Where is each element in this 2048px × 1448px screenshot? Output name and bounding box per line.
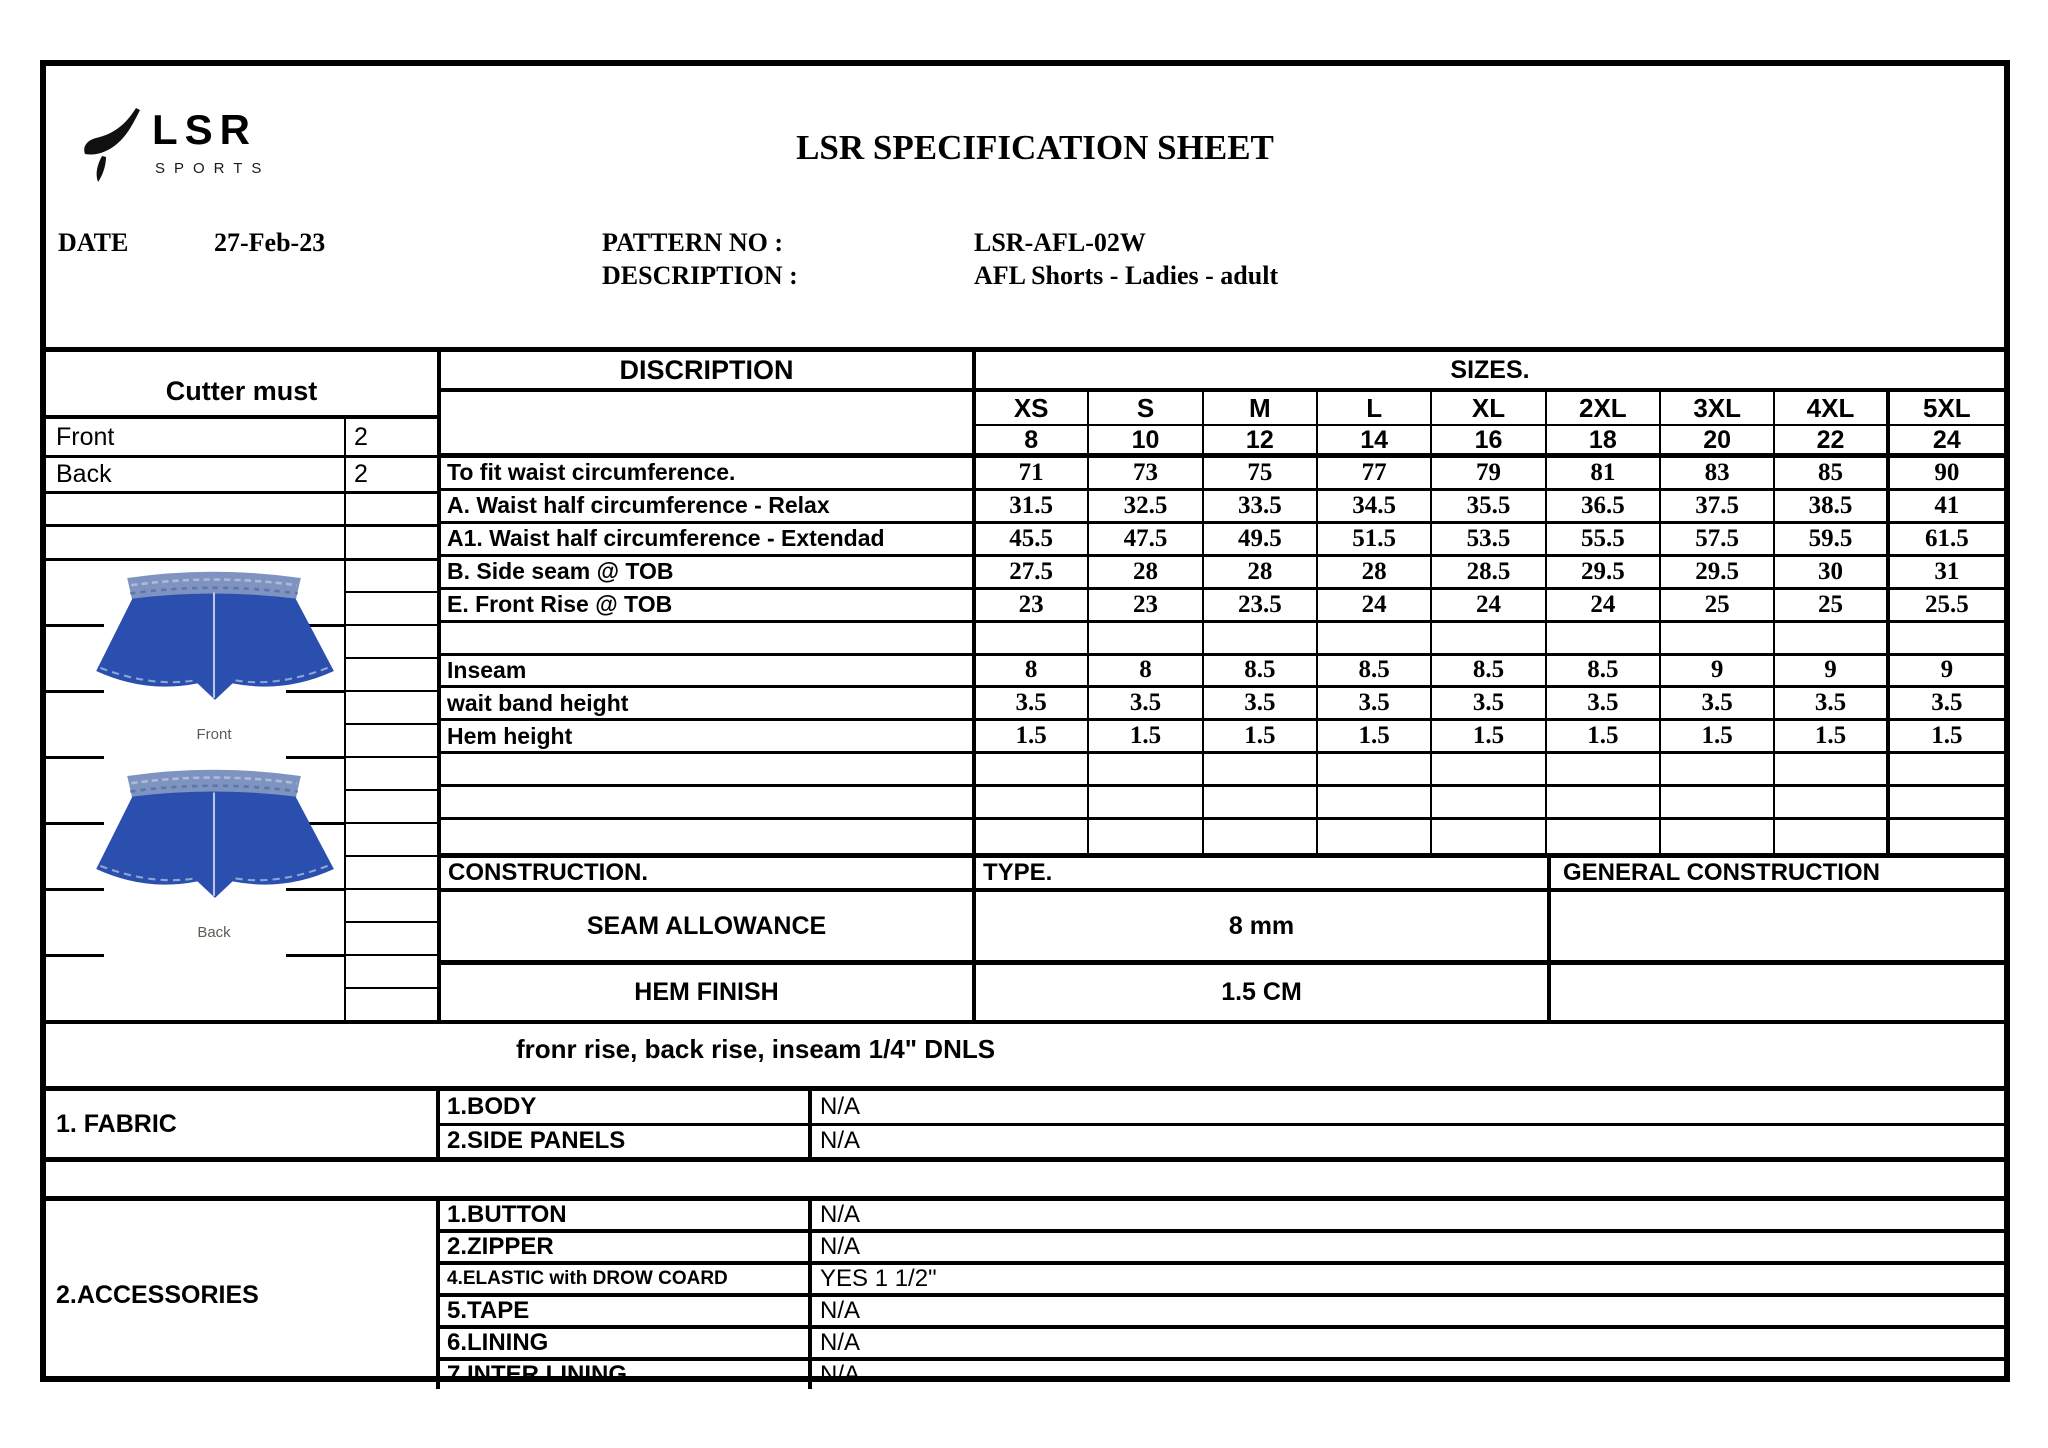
measurement-cell: 23.5	[1204, 590, 1318, 623]
accessory-row-value: N/A	[812, 1201, 2004, 1233]
fabric-section	[46, 1091, 2004, 1157]
measurement-cell	[1547, 820, 1661, 853]
measurement-cell	[1890, 820, 2004, 853]
measurement-row-label: A1. Waist half circumference - Extendad	[440, 524, 975, 557]
type-header: TYPE.	[983, 859, 1053, 886]
measurement-cell: 61.5	[1890, 524, 2004, 557]
size-number-cell: 8	[975, 426, 1089, 455]
measurement-cell: 31	[1890, 557, 2004, 590]
measurement-cell: 3.5	[1089, 688, 1203, 721]
measurement-cell: 90	[1890, 458, 2004, 491]
measurement-cell: 37.5	[1661, 491, 1775, 524]
measurement-cell: 29.5	[1661, 557, 1775, 590]
accessory-row-value: N/A	[812, 1297, 2004, 1329]
measurement-cell: 71	[975, 458, 1089, 491]
measurement-cell	[1775, 820, 1889, 853]
measurement-cell: 3.5	[975, 688, 1089, 721]
measurement-cell: 79	[1432, 458, 1546, 491]
measurement-cell: 1.5	[1775, 721, 1889, 754]
cutter-must-header: Cutter must	[165, 376, 318, 406]
measurement-cell: 24	[1547, 590, 1661, 623]
measurement-cell	[1318, 754, 1432, 787]
measurement-cell: 8.5	[1318, 656, 1432, 689]
measurement-cell: 9	[1661, 656, 1775, 689]
cutter-row-front-qty: 2	[354, 422, 368, 451]
size-label-cell: S	[1089, 392, 1203, 424]
measurement-cell	[1547, 623, 1661, 656]
measurement-cell: 77	[1318, 458, 1432, 491]
measurement-cell	[1318, 787, 1432, 820]
measurement-cell: 1.5	[1089, 721, 1203, 754]
seam-allowance-label: SEAM ALLOWANCE	[586, 911, 827, 940]
measurement-cell: 3.5	[1661, 688, 1775, 721]
description-label: DESCRIPTION :	[602, 261, 798, 290]
measurement-cell: 1.5	[1318, 721, 1432, 754]
cutter-row-back-qty: 2	[354, 460, 368, 488]
measurement-cell	[1661, 754, 1775, 787]
measurement-cell: 28.5	[1432, 557, 1546, 590]
logo-subtext: SPORTS	[155, 160, 271, 177]
measurement-cell: 30	[1775, 557, 1889, 590]
logo-text: LSR	[152, 106, 257, 153]
measurement-cell: 8.5	[1547, 656, 1661, 689]
lsr-logo-icon	[78, 104, 148, 184]
measurement-table	[440, 458, 2004, 853]
measurement-row-label	[440, 754, 975, 787]
measurement-cell: 36.5	[1547, 491, 1661, 524]
measurement-cell: 23	[975, 590, 1089, 623]
measurement-cell: 8.5	[1204, 656, 1318, 689]
fabric-row-value: N/A	[812, 1091, 2004, 1126]
measurement-cell: 3.5	[1890, 688, 2004, 721]
measurement-row-label	[440, 787, 975, 820]
accessories-header: 2.ACCESSORIES	[46, 1201, 440, 1389]
measurement-cell: 59.5	[1775, 524, 1889, 557]
description-value: AFL Shorts - Ladies - adult	[974, 261, 1279, 290]
measurement-row-label: wait band height	[440, 688, 975, 721]
size-label-cell: 5XL	[1922, 392, 1971, 423]
measurement-cell	[1890, 623, 2004, 656]
accessory-row-value: YES 1 1/2"	[812, 1265, 2004, 1297]
page-title: LSR SPECIFICATION SHEET	[796, 128, 1274, 167]
measurement-cell	[1089, 787, 1203, 820]
size-number-cell: 20	[1661, 426, 1775, 455]
measurement-cell: 75	[1204, 458, 1318, 491]
general-construction-header: GENERAL CONSTRUCTION	[1563, 859, 1880, 886]
hem-finish-value: 1.5 CM	[1221, 978, 1302, 1006]
measurement-row-label: Inseam	[440, 656, 975, 689]
measurement-cell	[1661, 787, 1775, 820]
pattern-no-label: PATTERN NO :	[602, 228, 784, 257]
measurement-cell	[1318, 623, 1432, 656]
measurement-cell: 28	[1089, 557, 1203, 590]
measurement-cell	[1547, 787, 1661, 820]
measurement-cell: 23	[1089, 590, 1203, 623]
fabric-row-label: 2.SIDE PANELS	[440, 1126, 812, 1158]
measurement-cell: 81	[1547, 458, 1661, 491]
measurement-cell: 27.5	[975, 557, 1089, 590]
measurement-cell	[1318, 820, 1432, 853]
measurement-row-label: To fit waist circumference.	[440, 458, 975, 491]
measurement-cell: 25	[1775, 590, 1889, 623]
size-label-cell: XS	[975, 392, 1089, 424]
measurement-cell: 24	[1432, 590, 1546, 623]
measurement-cell	[1661, 623, 1775, 656]
measurement-cell: 35.5	[1432, 491, 1546, 524]
fabric-row-value: N/A	[820, 1127, 861, 1155]
seam-allowance-value: 8 mm	[1228, 911, 1295, 940]
size-label-cell: M	[1204, 392, 1318, 424]
measurement-cell	[1089, 623, 1203, 656]
measurement-cell	[975, 623, 1089, 656]
accessory-row-label: 4.ELASTIC with DROW COARD	[440, 1265, 812, 1297]
measurement-cell: 53.5	[1432, 524, 1546, 557]
size-label-cell: XL	[1432, 392, 1546, 424]
size-number-cell: 16	[1432, 426, 1546, 455]
measurement-cell: 25.5	[1890, 590, 2004, 623]
measurement-row-label: E. Front Rise @ TOB	[440, 590, 975, 623]
measurement-cell	[1661, 820, 1775, 853]
size-label-cell: 2XL	[1547, 392, 1661, 424]
measurement-cell	[975, 754, 1089, 787]
measurement-cell: 28	[1318, 557, 1432, 590]
accessory-row-label: 6.LINING	[440, 1329, 812, 1361]
fabric-row-label: 1.BODY	[440, 1091, 812, 1126]
size-number-cell: 10	[1089, 426, 1203, 455]
size-number-cell: 24	[1932, 426, 1961, 454]
construction-header: CONSTRUCTION.	[448, 859, 648, 886]
sizes-header: SIZES.	[1450, 355, 1530, 384]
date-label: DATE	[58, 228, 129, 257]
shorts-back-caption: Back	[197, 924, 231, 941]
accessory-row-value: N/A	[812, 1233, 2004, 1265]
accessories-section	[46, 1201, 2004, 1388]
fabric-header: 1. FABRIC	[46, 1091, 440, 1157]
measurement-cell: 3.5	[1547, 688, 1661, 721]
measurement-cell	[1432, 623, 1546, 656]
measurement-cell: 1.5	[1890, 721, 2004, 754]
size-number-cell: 12	[1204, 426, 1318, 455]
measurement-cell: 57.5	[1661, 524, 1775, 557]
measurement-cell	[1089, 754, 1203, 787]
measurement-cell: 8	[975, 656, 1089, 689]
measurement-cell	[1775, 623, 1889, 656]
construction-note: fronr rise, back rise, inseam 1/4" DNLS	[516, 1034, 996, 1064]
measurement-cell	[1775, 754, 1889, 787]
measurement-cell: 24	[1318, 590, 1432, 623]
shorts-front-image	[90, 562, 338, 720]
measurement-cell: 8	[1089, 656, 1203, 689]
shorts-back-image	[90, 760, 338, 918]
measurement-cell: 3.5	[1318, 688, 1432, 721]
size-label-cell: 3XL	[1661, 392, 1775, 424]
measurement-cell: 31.5	[975, 491, 1089, 524]
accessory-row-label: 5.TAPE	[440, 1297, 812, 1329]
measurement-cell	[1432, 754, 1546, 787]
accessory-row-value: N/A	[820, 1361, 861, 1388]
measurement-cell: 34.5	[1318, 491, 1432, 524]
measurement-cell	[975, 820, 1089, 853]
measurement-cell: 3.5	[1432, 688, 1546, 721]
measurement-cell: 1.5	[1661, 721, 1775, 754]
accessory-row-label: 2.ZIPPER	[440, 1233, 812, 1265]
measurement-cell	[1204, 754, 1318, 787]
measurement-cell	[1204, 787, 1318, 820]
size-number-cell: 18	[1547, 426, 1661, 455]
measurement-cell: 1.5	[975, 721, 1089, 754]
size-number-cell: 14	[1318, 426, 1432, 455]
measurement-cell: 29.5	[1547, 557, 1661, 590]
size-label-row	[975, 392, 2004, 426]
measurement-cell: 28	[1204, 557, 1318, 590]
measurement-cell: 33.5	[1204, 491, 1318, 524]
measurement-cell	[1432, 820, 1546, 853]
pattern-no-value: LSR-AFL-02W	[974, 228, 1146, 257]
measurement-cell: 51.5	[1318, 524, 1432, 557]
measurement-cell: 25	[1661, 590, 1775, 623]
date-value: 27-Feb-23	[214, 228, 326, 257]
size-number-row	[975, 426, 2004, 453]
measurement-cell: 1.5	[1432, 721, 1546, 754]
size-label-cell: L	[1318, 392, 1432, 424]
accessory-row-value: N/A	[812, 1329, 2004, 1361]
measurement-cell: 1.5	[1204, 721, 1318, 754]
measurement-cell: 47.5	[1089, 524, 1203, 557]
measurement-row-label: B. Side seam @ TOB	[440, 557, 975, 590]
measurement-cell: 45.5	[975, 524, 1089, 557]
shorts-front-caption: Front	[196, 726, 232, 743]
size-label-cell: 4XL	[1775, 392, 1889, 424]
measurement-cell: 49.5	[1204, 524, 1318, 557]
measurement-cell: 32.5	[1089, 491, 1203, 524]
measurement-cell: 3.5	[1775, 688, 1889, 721]
measurement-cell: 3.5	[1204, 688, 1318, 721]
measurement-row-label	[440, 820, 975, 853]
hem-finish-label: HEM FINISH	[634, 978, 779, 1006]
measurement-cell: 55.5	[1547, 524, 1661, 557]
measurement-cell	[1890, 787, 2004, 820]
measurement-row-label: Hem height	[440, 721, 975, 754]
measurement-cell	[1204, 623, 1318, 656]
measurement-cell: 83	[1661, 458, 1775, 491]
discription-header: DISCRIPTION	[619, 354, 794, 385]
cutter-row-front-label: Front	[56, 422, 115, 451]
size-number-cell: 22	[1775, 426, 1889, 455]
measurement-cell	[975, 787, 1089, 820]
measurement-cell: 9	[1775, 656, 1889, 689]
measurement-cell	[1547, 754, 1661, 787]
measurement-cell	[1775, 787, 1889, 820]
measurement-cell	[1204, 820, 1318, 853]
accessory-row-label: 1.BUTTON	[440, 1201, 812, 1233]
measurement-cell: 8.5	[1432, 656, 1546, 689]
measurement-cell	[1890, 754, 2004, 787]
measurement-cell: 1.5	[1547, 721, 1661, 754]
measurement-row-label: A. Waist half circumference - Relax	[440, 491, 975, 524]
measurement-cell	[1432, 787, 1546, 820]
accessory-row-label: 7.INTER LINING	[440, 1361, 812, 1389]
measurement-cell: 85	[1775, 458, 1889, 491]
measurement-cell: 41	[1890, 491, 2004, 524]
measurement-cell	[1089, 820, 1203, 853]
measurement-cell: 38.5	[1775, 491, 1889, 524]
cutter-row-back-label: Back	[56, 460, 112, 488]
measurement-cell: 9	[1890, 656, 2004, 689]
measurement-cell: 73	[1089, 458, 1203, 491]
measurement-row-label	[440, 623, 975, 656]
